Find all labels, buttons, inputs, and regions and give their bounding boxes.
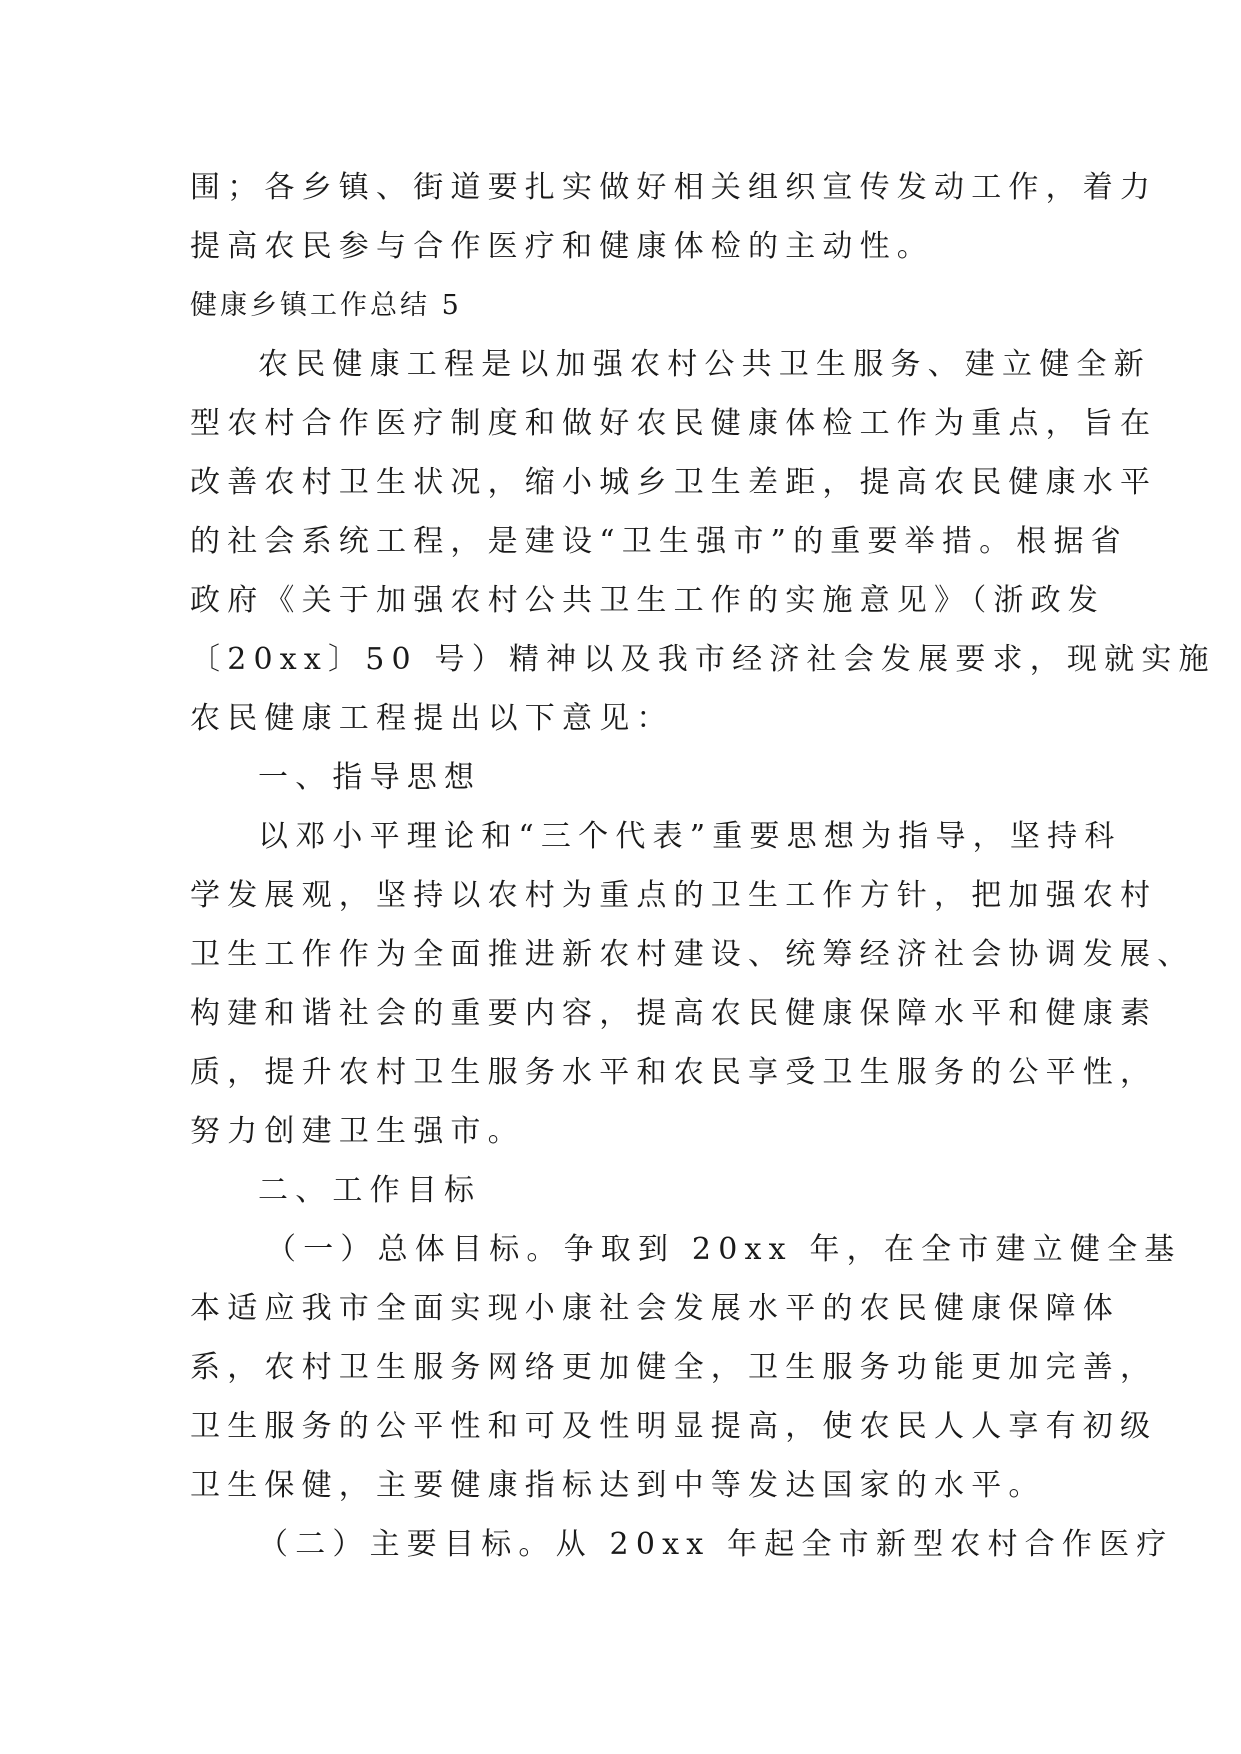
section-title: 健康乡镇工作总结 5 xyxy=(190,290,462,321)
paragraph-line: 以邓小平理论和“三个代表”重要思想为指导，坚持科 xyxy=(258,819,1122,854)
paragraph-line: 卫生保健，主要健康指标达到中等发达国家的水平。 xyxy=(190,1468,1046,1503)
paragraph-line: 型农村合作医疗制度和做好农民健康体检工作为重点，旨在 xyxy=(190,406,1158,441)
paragraph-line: 提高农民参与合作医疗和健康体检的主动性。 xyxy=(190,229,934,264)
paragraph-line: 本适应我市全面实现小康社会发展水平的农民健康保障体 xyxy=(190,1291,1120,1326)
paragraph-line: 卫生服务的公平性和可及性明显提高，使农民人人享有初级 xyxy=(190,1409,1158,1444)
document-body xyxy=(190,158,1216,1574)
paragraph-line: （二）主要目标。从 20xx 年起全市新型农村合作医疗 xyxy=(258,1527,1174,1562)
section-heading: 一、指导思想 xyxy=(258,760,482,795)
paragraph-line: 卫生工作作为全面推进新农村建设、统筹经济社会协调发展、 xyxy=(190,937,1195,972)
paragraph-line: 农民健康工程是以加强农村公共卫生服务、建立健全新 xyxy=(258,347,1151,382)
paragraph-line: 质，提升农村卫生服务水平和农民享受卫生服务的公平性， xyxy=(190,1055,1158,1090)
paragraph-line: 围；各乡镇、街道要扎实做好相关组织宣传发动工作，着力 xyxy=(190,170,1158,205)
paragraph-line: 系，农村卫生服务网络更加健全，卫生服务功能更加完善， xyxy=(190,1350,1158,1385)
paragraph-line: 〔20xx〕50 号）精神以及我市经济社会发展要求，现就实施 xyxy=(190,642,1216,677)
paragraph-line: 改善农村卫生状况，缩小城乡卫生差距，提高农民健康水平 xyxy=(190,465,1158,500)
paragraph-line: 农民健康工程提出以下意见： xyxy=(190,701,674,736)
paragraph-line: 政府《关于加强农村公共卫生工作的实施意见》（浙政发 xyxy=(190,583,1105,618)
paragraph-line: 构建和谐社会的重要内容，提高农民健康保障水平和健康素 xyxy=(190,996,1158,1031)
paragraph-line: 学发展观，坚持以农村为重点的卫生工作方针，把加强农村 xyxy=(190,878,1158,913)
section-heading: 二、工作目标 xyxy=(258,1173,482,1208)
paragraph-line: 努力创建卫生强市。 xyxy=(190,1114,525,1149)
paragraph-line: （一）总体目标。争取到 20xx 年，在全市建立健全基 xyxy=(266,1232,1182,1267)
paragraph-line: 的社会系统工程，是建设“卫生强市”的重要举措。根据省 xyxy=(190,524,1128,559)
